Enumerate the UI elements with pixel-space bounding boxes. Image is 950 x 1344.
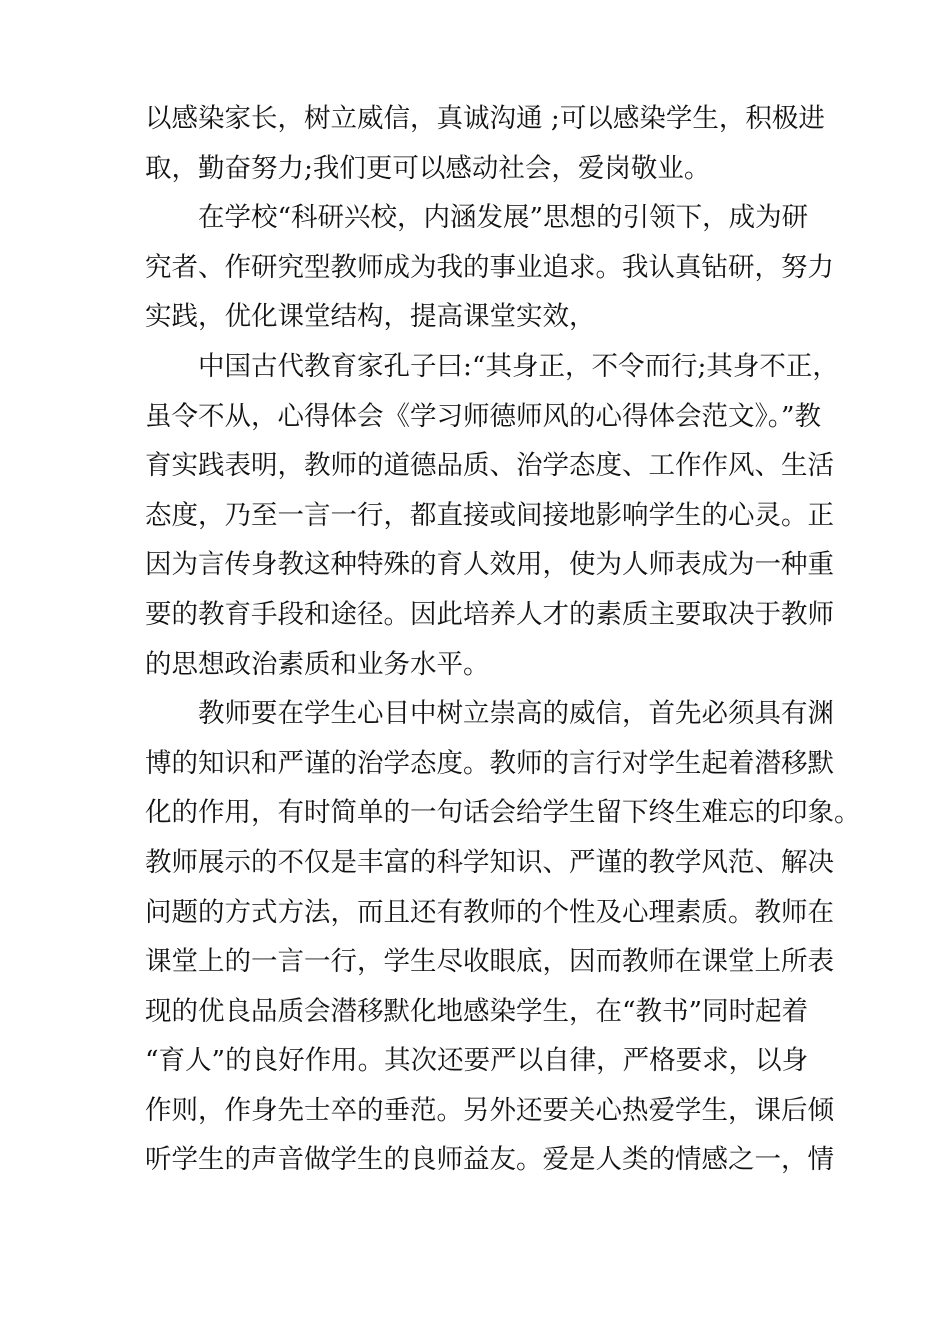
- text-line: 化的作用，有时简单的一句话会给学生留下终生难忘的印象。: [145, 797, 861, 829]
- text-line: 要的教育手段和途径。因此培养人才的素质主要取决于教师: [145, 598, 834, 630]
- text-line: 问题的方式方法，而且还有教师的个性及心理素质。教师在: [145, 896, 834, 928]
- text-line: 听学生的声音做学生的良师益友。爱是人类的情感之一，情: [145, 1144, 834, 1176]
- text-line: 在学校“科研兴校，内涵发展”思想的引领下，成为研: [145, 202, 809, 234]
- text-line: 教师展示的不仅是丰富的科学知识、严谨的教学风范、解决: [145, 846, 834, 878]
- text-line: 态度，乃至一言一行，都直接或间接地影响学生的心灵。正: [145, 499, 834, 531]
- text-line: 虽令不从，心得体会《学习师德师风的心得体会范文》。”教: [145, 400, 822, 432]
- text-line: 现的优良品质会潜移默化地感染学生，在“教书”同时起着: [145, 995, 809, 1027]
- text-line: 作则，作身先士卒的垂范。另外还要关心热爱学生，课后倾: [145, 1094, 834, 1126]
- text-line: 课堂上的一言一行，学生尽收眼底，因而教师在课堂上所表: [145, 946, 834, 978]
- text-line: 博的知识和严谨的治学态度。教师的言行对学生起着潜移默: [145, 747, 834, 779]
- text-line: 以感染家长，树立威信，真诚沟通 ;可以感染学生，积极进: [145, 103, 825, 134]
- text-line: 中国古代教育家孔子曰:“其身正，不令而行;其身不正，: [145, 350, 839, 382]
- text-line: “育人”的良好作用。其次还要严以自律，严格要求，以身: [145, 1045, 809, 1077]
- text-line: 实践，优化课堂结构，提高课堂实效，: [145, 301, 596, 333]
- text-line: 究者、作研究型教师成为我的事业追求。我认真钻研，努力: [145, 251, 834, 283]
- text-line: 教师要在学生心目中树立崇高的威信，首先必须具有渊: [145, 698, 834, 730]
- text-line: 的思想政治素质和业务水平。: [145, 648, 490, 680]
- document-body-text: [145, 94, 861, 1185]
- text-line: 因为言传身教这种特殊的育人效用，使为人师表成为一种重: [145, 549, 834, 581]
- text-line: 育实践表明，教师的道德品质、治学态度、工作作风、生活: [145, 450, 834, 482]
- text-line: 取，勤奋努力;我们更可以感动社会，爱岗敬业。: [145, 152, 711, 184]
